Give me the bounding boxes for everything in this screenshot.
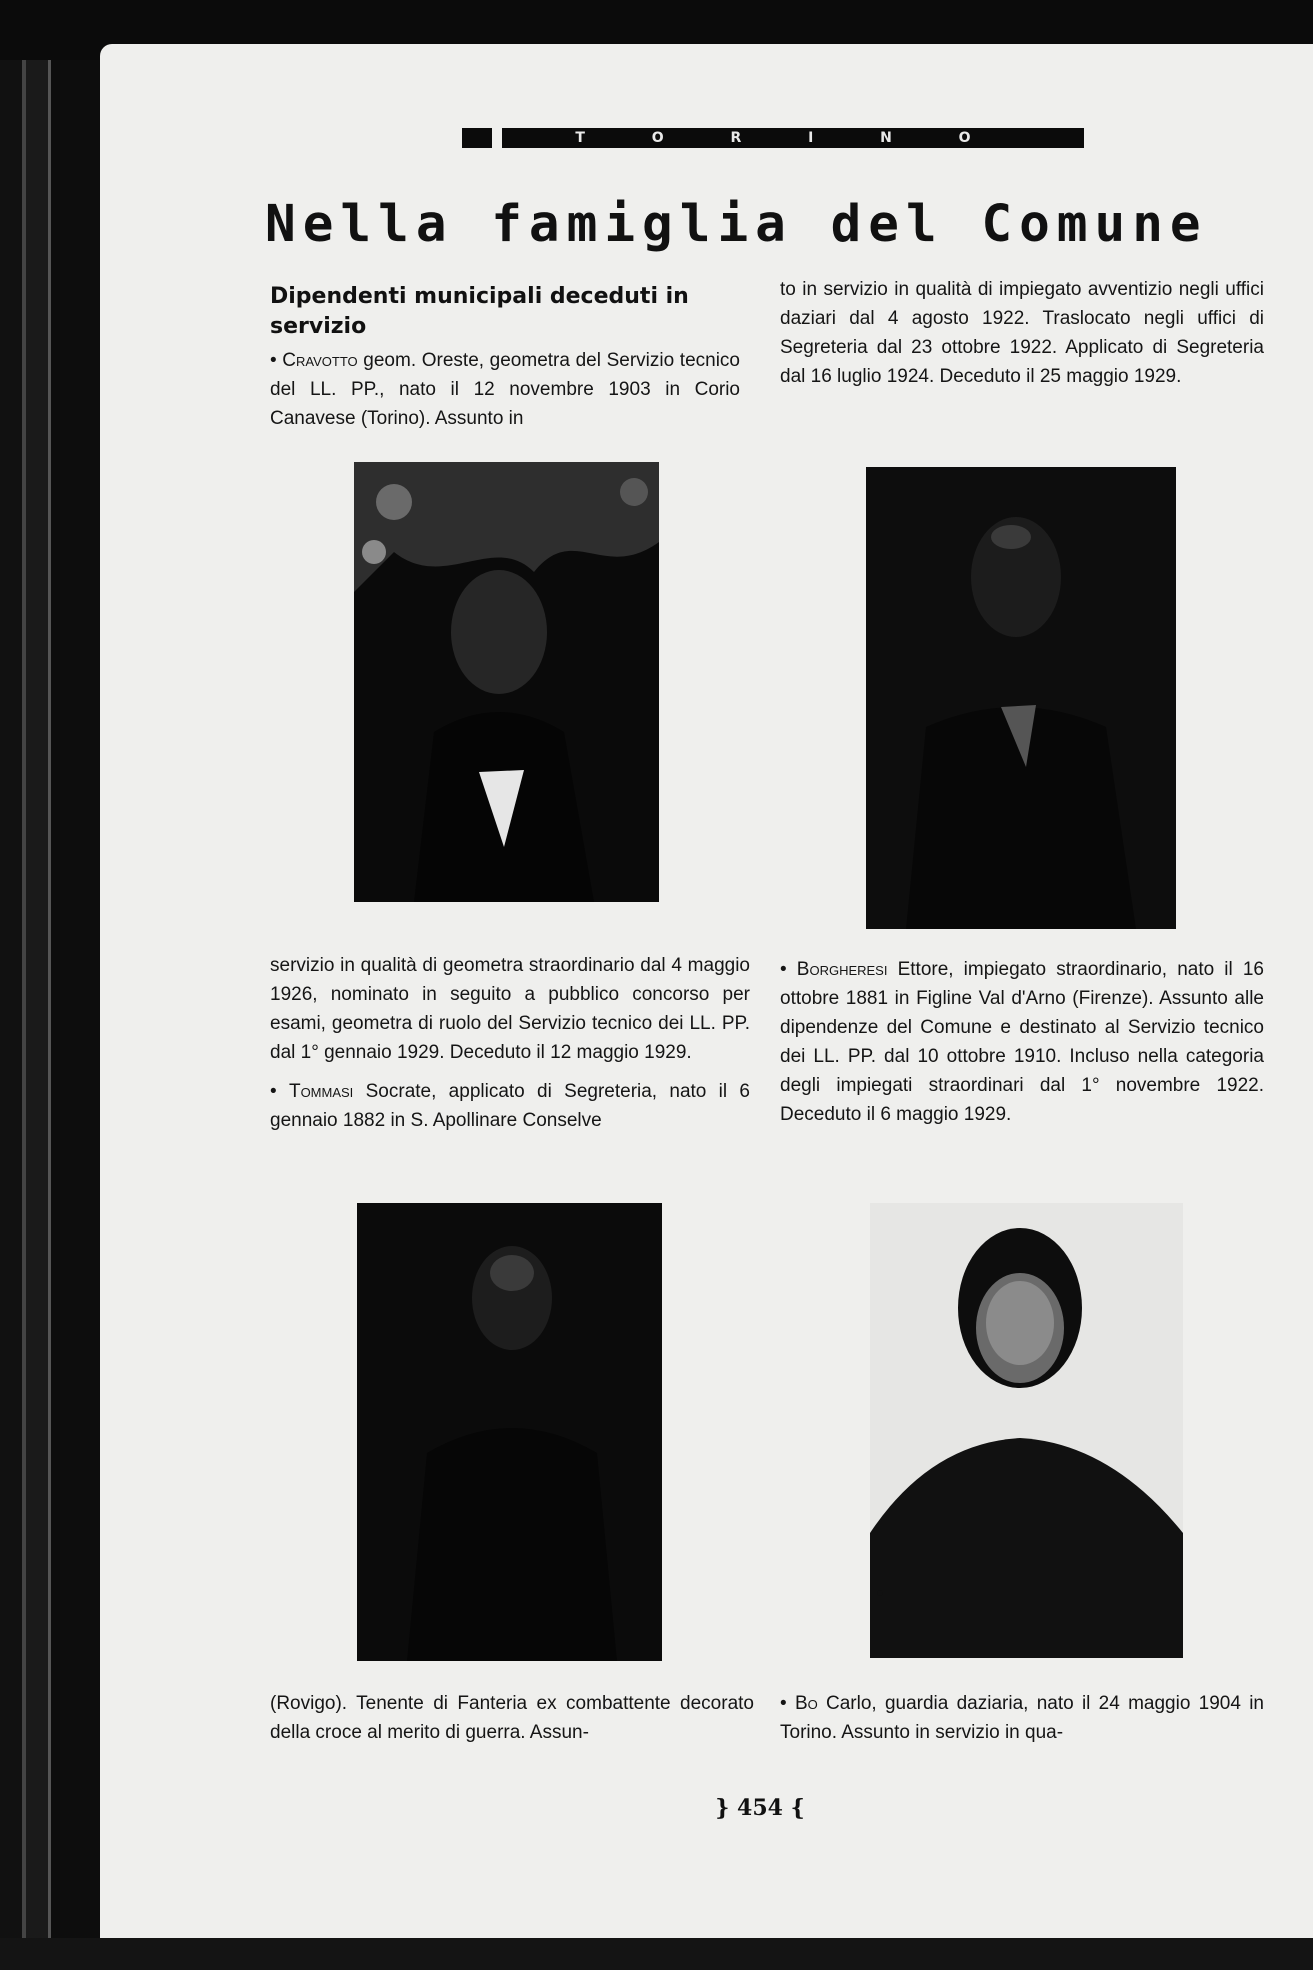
entry-text: geom. Oreste, geometra del Servizio tecnico del LL. PP., nato il 12 novembre 1903 in Corio Canavese (Torino). Assunto in: [270, 350, 740, 429]
header-letter: N: [880, 130, 892, 146]
bullet: •: [780, 959, 787, 980]
page-number-ornament-right: {: [790, 1795, 805, 1821]
page-number: [700, 1795, 820, 1821]
entry-name: Bo: [794, 1693, 818, 1714]
header-letter: O: [651, 130, 664, 146]
section-heading: Dipendenti municipali deceduti in servizio: [270, 284, 689, 339]
entry-name: Tommasi: [288, 1081, 354, 1102]
bullet: •: [270, 1081, 277, 1102]
entry-text: (Rovigo). Tenente di Fanteria ex combattente decorato della croce al merito di guerra. Assun-: [270, 1693, 754, 1743]
page-bottom-edge: [0, 1938, 1313, 1970]
entry-tommasi-part2: [270, 1689, 754, 1747]
portrait-photo-borgheresi: [357, 1203, 662, 1661]
header-letter: R: [730, 130, 742, 146]
entry-cravotto-part1: [270, 346, 740, 433]
portrait-photo-bo: [870, 1203, 1183, 1658]
portrait-photo-tommasi: [866, 467, 1176, 929]
book-spine-edge: [0, 60, 100, 1970]
entry-text: Carlo, guardia daziaria, nato il 24 maggio 1904 in Torino. Assunto in servizio in qua-: [780, 1693, 1264, 1743]
header-banner-torino: [462, 128, 1084, 148]
entry-text: to in servizio in qualità di impiegato avventizio negli uffici daziari dal 4 agosto 1922. Traslocato negli uffici di Segreteria dal 23 ottobre 1922. Applicato di Segreteria dal 16 luglio 1924. Deceduto il 25 maggio 1929.: [780, 279, 1264, 387]
page-number-ornament-left: }: [715, 1795, 730, 1821]
entry-text: Socrate, applicato di Segreteria, nato il 6 gennaio 1882 in S. Apollinare Conselve: [270, 1081, 751, 1131]
entry-tommasi-part1: [270, 1077, 750, 1135]
header-letter: I: [808, 130, 814, 146]
entry-bo: [780, 1689, 1264, 1747]
header-letter: O: [958, 130, 971, 146]
entry-name: Cravotto: [282, 350, 358, 371]
bullet: •: [780, 1693, 787, 1714]
entry-borgheresi: [780, 955, 1264, 1129]
page-title: Nella famiglia del Comune: [265, 195, 1208, 254]
bullet: •: [270, 350, 277, 371]
entry-tommasi-part3: [780, 275, 1264, 391]
page-number-value: 454: [737, 1795, 783, 1821]
entry-name: Borgheresi: [796, 959, 888, 980]
entry-text: Ettore, impiegato straordinario, nato il 16 ottobre 1881 in Figline Val d'Arno (Firenze). Assunto alle dipendenze del Comune e destinato al Servizio tecnico dei LL. PP. dal 10 ottobre 1910. Incluso nella categoria degli impiegati straordinari dal 1° novembre 1922. Deceduto il 6 maggio 1929.: [780, 959, 1264, 1125]
entry-text: servizio in qualità di geometra straordinario dal 4 maggio 1926, nominato in seguito a pubblico concorso per esami, geometra di ruolo del Servizio tecnico dei LL. PP. dal 1° gennaio 1929. Deceduto il 12 maggio 1929.: [270, 955, 750, 1063]
entry-cravotto-part2: [270, 951, 750, 1145]
portrait-photo-cravotto: [354, 462, 659, 902]
header-letter: T: [575, 130, 585, 146]
